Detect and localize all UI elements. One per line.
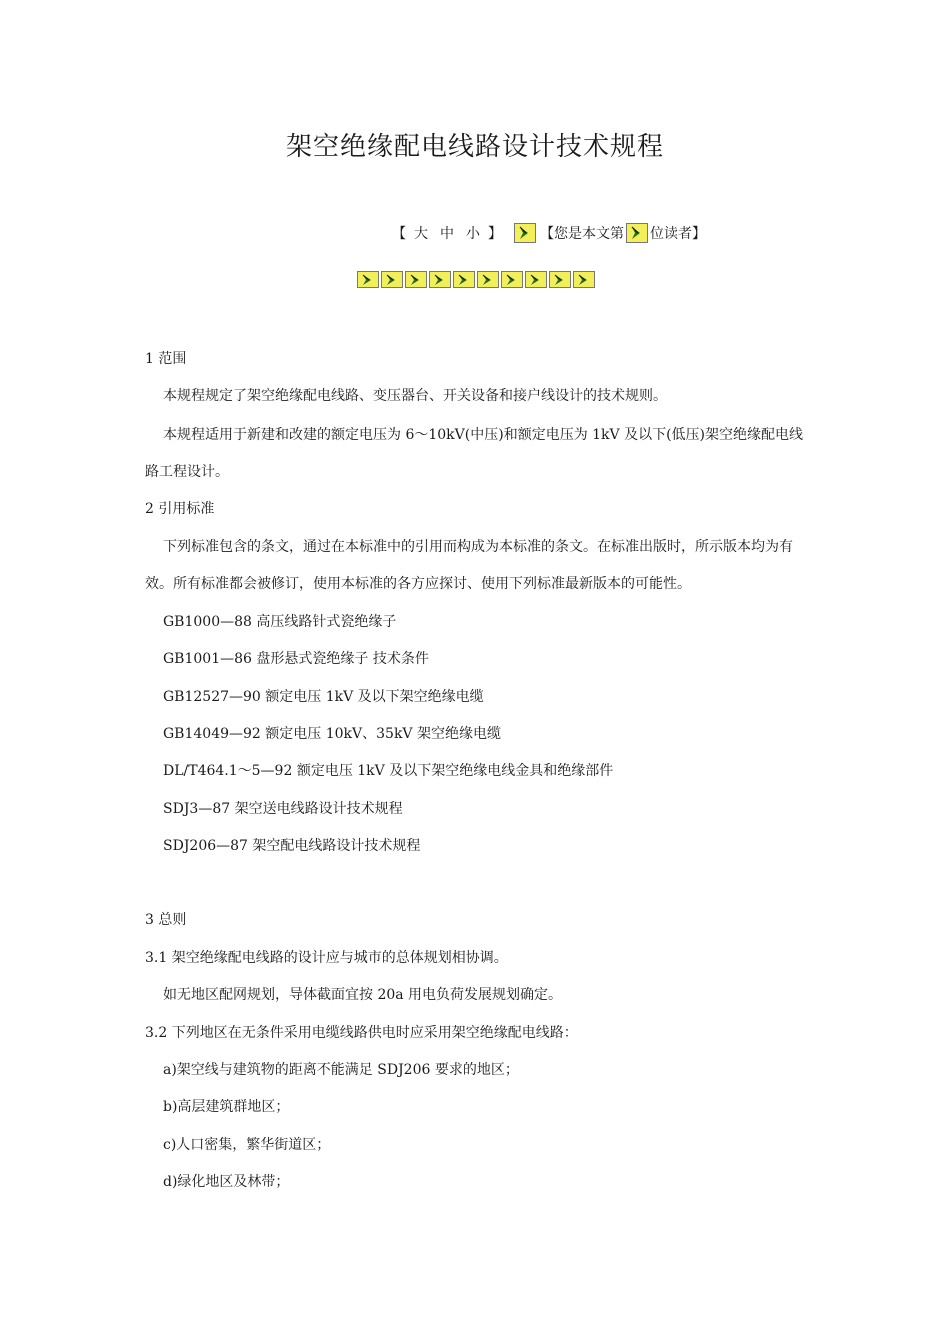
print-icon[interactable] (514, 223, 536, 243)
font-size-small-link[interactable]: 小 (466, 226, 480, 242)
counter-digit-icon (453, 271, 475, 288)
reader-count-prefix: 【您是本文第 (540, 226, 624, 242)
counter-digit-icon (525, 271, 547, 288)
text-line: GB1000—88 高压线路针式瓷绝缘子 (163, 614, 397, 630)
text-line: a)架空线与建筑物的距离不能满足 SDJ206 要求的地区； (163, 1062, 519, 1078)
text-line: 本规程规定了架空绝缘配电线路、变压器台、开关设备和接户线设计的技术规则。 (163, 388, 667, 404)
text-line: 路工程设计。 (145, 464, 229, 480)
text-line: 下列标准包含的条文，通过在本标准中的引用而构成为本标准的条文。在标准出版时，所示版本均为有 (163, 539, 793, 555)
counter-digit-icon (573, 271, 595, 288)
text-line: 3 总则 (145, 912, 187, 928)
counter-digit-icon (501, 271, 523, 288)
text-line: 3.2 下列地区在无条件采用电缆线路供电时应采用架空绝缘配电线路： (145, 1025, 578, 1041)
text-line: d)绿化地区及林带； (163, 1174, 290, 1190)
text-line: SDJ3—87 架空送电线路设计技术规程 (163, 801, 403, 817)
text-line: DL/T464.1～5—92 额定电压 1kV 及以下架空绝缘电线金具和绝缘部件 (163, 763, 614, 779)
reader-count-suffix: 位读者】 (650, 226, 706, 242)
text-line: GB1001—86 盘形悬式瓷绝缘子 技术条件 (163, 651, 429, 667)
counter-digit-icon (381, 271, 403, 288)
counter-digit-icon (429, 271, 451, 288)
reader-count-icon (626, 223, 648, 243)
text-line: 如无地区配网规划，导体截面宜按 20a 用电负荷发展规划确定。 (163, 987, 563, 1003)
counter-digit-icon (477, 271, 499, 288)
counter-digit-icon (405, 271, 427, 288)
text-line: 本规程适用于新建和改建的额定电压为 6～10kV(中压)和额定电压为 1kV 及以下(低压)架空绝缘配电线 (163, 427, 804, 443)
bracket-close: 】 (488, 226, 502, 242)
counter-icon-strip (357, 271, 595, 288)
font-size-large-link[interactable]: 大 (414, 226, 428, 242)
font-size-toolbar (390, 220, 706, 246)
counter-digit-icon (357, 271, 379, 288)
text-line: 2 引用标准 (145, 501, 215, 517)
text-line: 效。所有标准都会被修订，使用本标准的各方应探讨、使用下列标准最新版本的可能性。 (145, 576, 691, 592)
text-line: SDJ206—87 架空配电线路设计技术规程 (163, 838, 421, 854)
font-size-medium-link[interactable]: 中 (440, 226, 454, 242)
text-line: GB14049—92 额定电压 10kV、35kV 架空绝缘电缆 (163, 726, 501, 742)
text-line: c)人口密集，繁华街道区； (163, 1137, 331, 1153)
counter-digit-icon (549, 271, 571, 288)
bracket-open: 【 (392, 226, 406, 242)
text-line: 1 范围 (145, 351, 187, 367)
text-line: b)高层建筑群地区； (163, 1099, 290, 1115)
text-line: 3.1 架空绝缘配电线路的设计应与城市的总体规划相协调。 (145, 950, 508, 966)
text-line: GB12527—90 额定电压 1kV 及以下架空绝缘电缆 (163, 689, 484, 705)
page-title: 架空绝缘配电线路设计技术规程 (285, 132, 664, 162)
